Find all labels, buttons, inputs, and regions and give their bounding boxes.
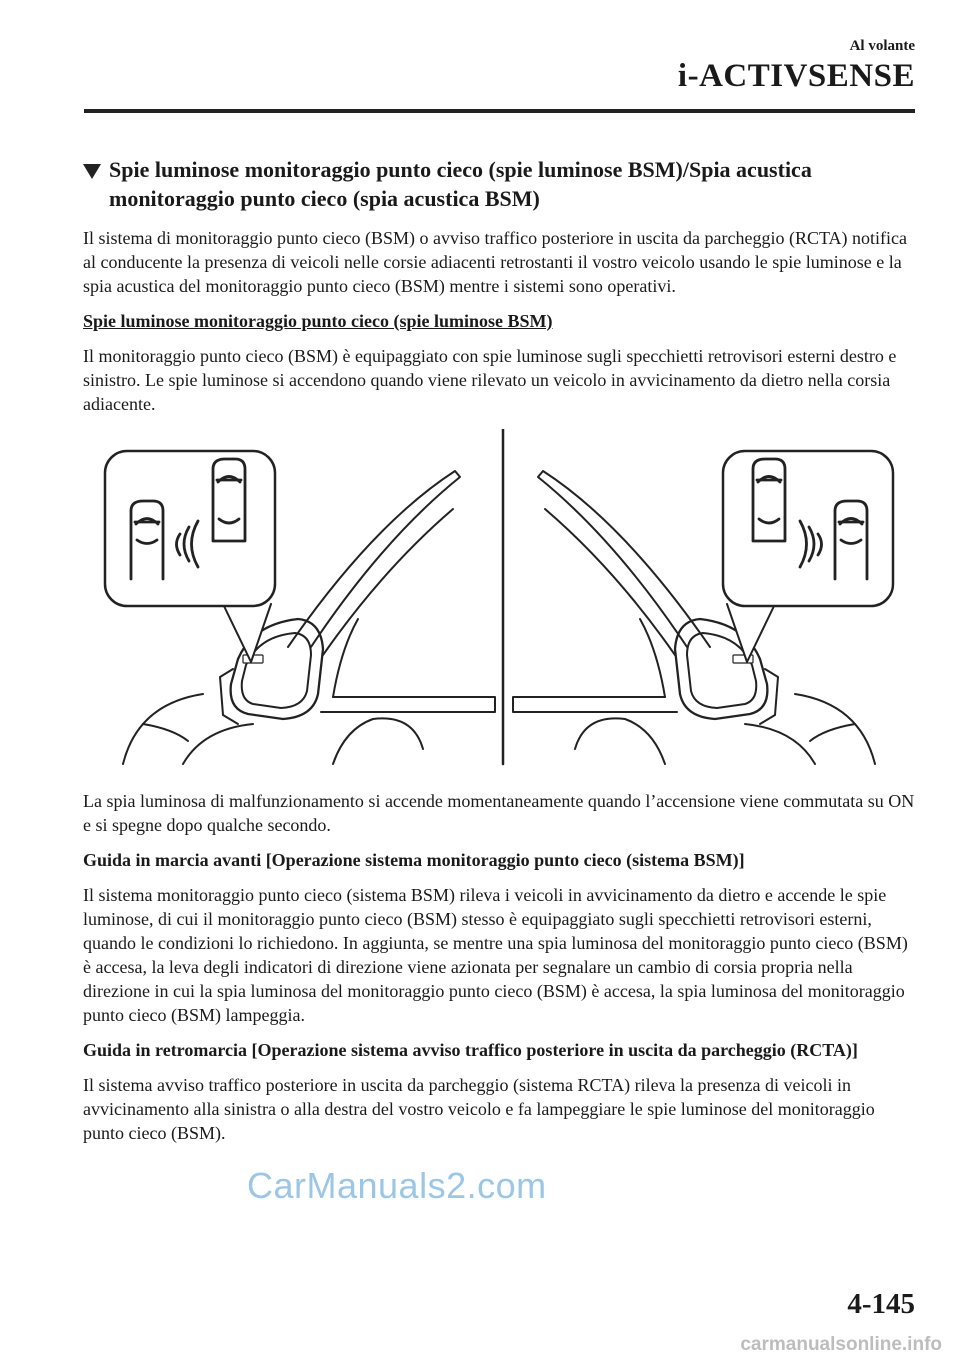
page-number: 4-145 — [847, 1288, 915, 1320]
subheading-bsm-lights: Spie luminose monitoraggio punto cieco (spie luminose BSM) — [83, 311, 553, 331]
bsm-lights-paragraph: Il monitoraggio punto cieco (BSM) è equipaggiato con spie luminose sugli specchietti retrovisori esterni destro e sinistro. Le spie luminose si accendono quando viene rilevato un veicolo in avvicinamento da dietro nella corsia adiacente. — [83, 346, 897, 414]
right-mirror-group — [513, 451, 893, 764]
subheading-reverse-driving: Guida in retromarcia [Operazione sistema avviso traffico posteriore in uscita da parcheggio (RCTA)] — [83, 1040, 858, 1060]
header-rule — [84, 109, 915, 113]
section-label: Al volante — [849, 38, 915, 54]
section-heading — [83, 155, 915, 213]
forward-driving-paragraph: Il sistema monitoraggio punto cieco (sistema BSM) rileva i veicoli in avvicinamento da dietro e accende le spie luminose, di cui il monitoraggio punto cieco (BSM) stesso è equipaggiato sugli specchietti retrovisori esterni, quando le condizioni lo richiedono. In aggiunta, se mentre una spia luminosa del monitoraggio punto cieco (BSM) è accesa, la leva degli indicatori di direzione viene azionata per segnalare un cambio di corsia propria nella direzione in cui la spia luminosa del monitoraggio punto cieco (BSM) è accesa, la spia luminosa del monitoraggio punto cieco (BSM) lampeggia. — [83, 885, 908, 1025]
mirror-illustration — [83, 429, 915, 777]
footer-watermark: carmanualsonline.info — [740, 1334, 942, 1355]
intro-paragraph: Il sistema di monitoraggio punto cieco (BSM) o avviso traffico posteriore in uscita da parcheggio (RCTA) notifica al conducente la presenza di veicoli nelle corsie adiacenti retrostanti il vostro veicolo usando le spie luminose e la spia acustica del monitoraggio punto cieco (BSM) mentre i sistemi sono operativi. — [83, 228, 908, 296]
mirror-illustration-svg — [83, 429, 915, 777]
left-mirror-group — [105, 451, 495, 764]
page-content — [83, 155, 915, 1156]
subheading-forward-driving: Guida in marcia avanti [Operazione sistema monitoraggio punto cieco (sistema BSM)] — [83, 850, 745, 870]
malfunction-paragraph: La spia luminosa di malfunzionamento si accende momentaneamente quando l’accensione viene commutata su ON e si spegne dopo qualche secondo. — [83, 791, 915, 835]
chapter-title: i-ACTIVSENSE — [677, 58, 915, 94]
watermark-logo: CarManuals2.com — [247, 1165, 547, 1206]
triangle-bullet-icon — [83, 164, 101, 179]
section-heading-text: Spie luminose monitoraggio punto cieco (spie luminose BSM)/Spia acustica monitoraggio punto cieco (spia acustica BSM) — [109, 157, 812, 211]
reverse-driving-paragraph: Il sistema avviso traffico posteriore in uscita da parcheggio (sistema RCTA) rileva la presenza di veicoli in avvicinamento alla sinistra o alla destra del vostro veicolo e fa lampeggiare le spie luminose del monitoraggio punto cieco (BSM). — [83, 1075, 875, 1143]
